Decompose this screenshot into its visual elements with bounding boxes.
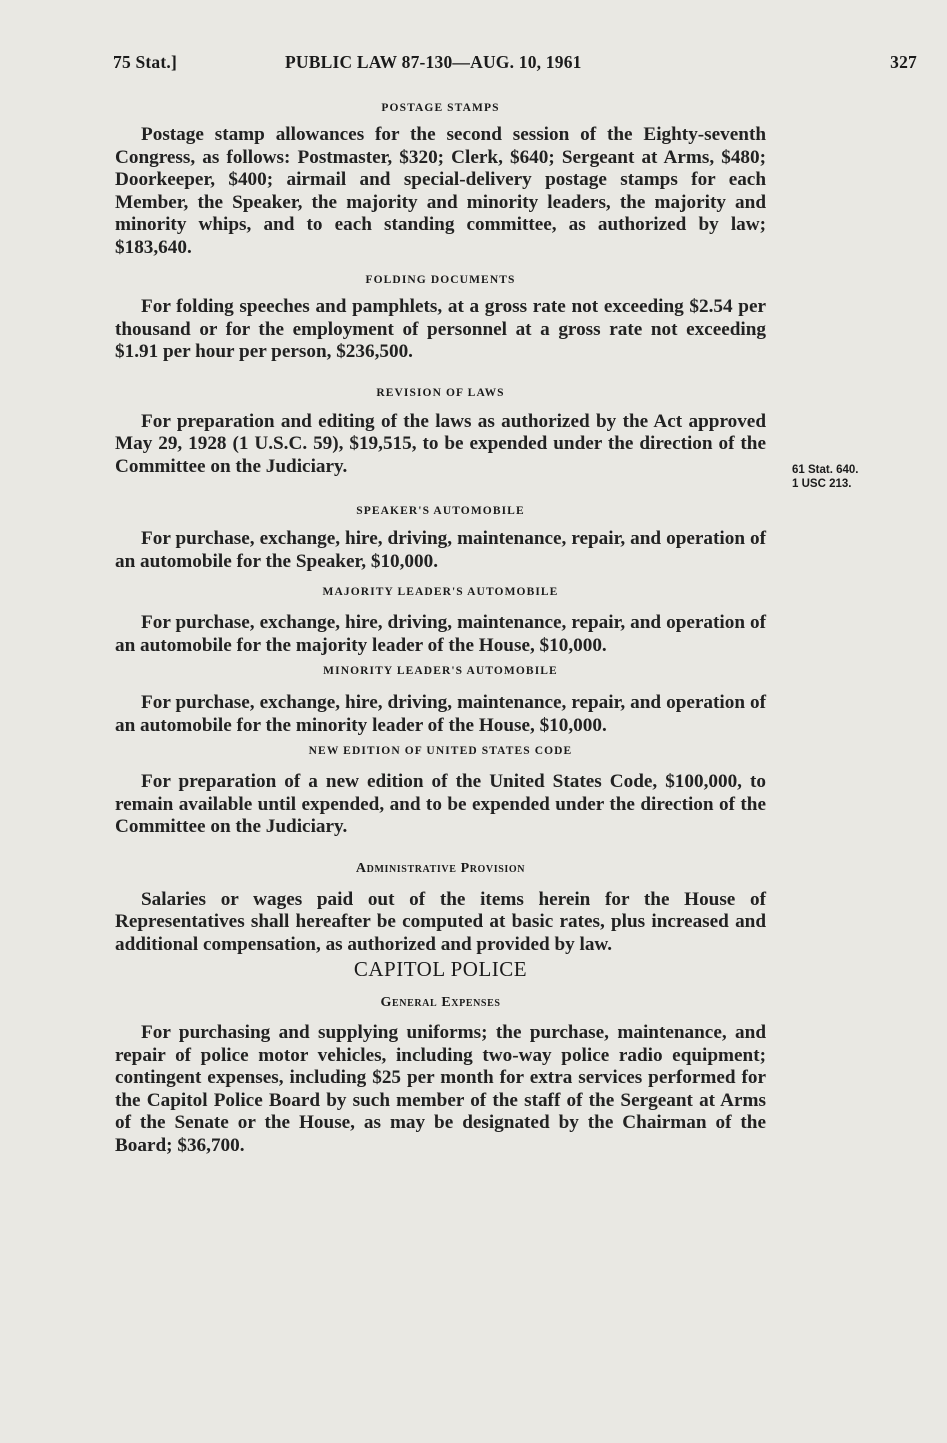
section-heading: MAJORITY LEADER'S AUTOMOBILE bbox=[322, 586, 559, 598]
statute-reference: 75 Stat.] bbox=[113, 52, 178, 72]
section-heading: Administrative Provision bbox=[355, 860, 526, 876]
section-paragraph: For purchase, exchange, hire, driving, maintenance, repair, and operation of an automobile for the majority leader of the House, $10,000. bbox=[115, 612, 766, 656]
section-capitol-police bbox=[115, 956, 766, 1157]
section-paragraph: For purchasing and supplying uniforms; the purchase, maintenance, and repair of police motor vehicles, including two-way police radio equipment; contingent expenses, including $25 per month for extra services performed for the Capitol Police Board by such member of the staff of the Sergeant at Arms of the Senate or the House, as may be designated by the Chairman of the Board; $36,700. bbox=[115, 1022, 766, 1156]
page-number: 327 bbox=[890, 52, 917, 72]
section-heading: SPEAKER'S AUTOMOBILE bbox=[356, 505, 525, 517]
section-folding-documents bbox=[115, 271, 766, 364]
section-new-edition-us-code bbox=[115, 742, 766, 839]
section-paragraph: For folding speeches and pamphlets, at a gross rate not exceeding $2.54 per thousand or for the employment of personnel at a gross rate not exceeding $1.91 per hour per person, $236,500. bbox=[115, 296, 766, 362]
running-head bbox=[113, 52, 917, 82]
section-revision-of-laws bbox=[115, 384, 766, 479]
section-speakers-automobile bbox=[115, 502, 766, 573]
section-paragraph: Salaries or wages paid out of the items herein for the House of Representatives shall hereafter be computed at basic rates, plus increased and additional compensation, as authorized and provided by law. bbox=[115, 888, 766, 955]
margin-citation-line: 61 Stat. 640. bbox=[792, 464, 859, 476]
section-paragraph: For preparation of a new edition of the United States Code, $100,000, to remain available until expended, and to be expended under the direction of the Committee on the Judiciary. bbox=[115, 771, 766, 837]
section-administrative-provision bbox=[115, 860, 766, 957]
section-heading: FOLDING DOCUMENTS bbox=[365, 274, 516, 286]
margin-citation-line: 1 USC 213. bbox=[792, 478, 852, 490]
major-heading: CAPITOL POLICE bbox=[353, 957, 528, 981]
margin-citation bbox=[792, 463, 858, 491]
main-column bbox=[115, 99, 766, 1157]
section-heading: POSTAGE STAMPS bbox=[381, 102, 500, 114]
section-heading: MINORITY LEADER'S AUTOMOBILE bbox=[323, 665, 558, 677]
section-minority-leaders-automobile bbox=[115, 662, 766, 737]
section-paragraph: For purchase, exchange, hire, driving, maintenance, repair, and operation of an automobile for the Speaker, $10,000. bbox=[115, 528, 766, 572]
section-paragraph: Postage stamp allowances for the second session of the Eighty-seventh Congress, as follows: Postmaster, $320; Clerk, $640; Sergeant at Arms, $480; Doorkeeper, $400; airmail and special-delivery postage stamps for each Member, the Speaker, the majority and minority leaders, the majority and minority whips, and to each standing committee, as authorized by law; $183,640. bbox=[115, 124, 766, 258]
section-majority-leaders-automobile bbox=[115, 583, 766, 657]
section-paragraph: For preparation and editing of the laws as authorized by the Act approved May 29, 1928 (1 U.S.C. 59), $19,515, to be expended under the direction of the Committee on the Judiciary. bbox=[115, 410, 766, 477]
law-title: PUBLIC LAW 87-130—AUG. 10, 1961 bbox=[285, 52, 582, 72]
section-paragraph: For purchase, exchange, hire, driving, maintenance, repair, and operation of an automobile for the minority leader of the House, $10,000. bbox=[115, 692, 766, 736]
section-postage-stamps bbox=[115, 99, 766, 259]
section-heading: REVISION OF LAWS bbox=[376, 386, 505, 399]
section-heading: General Expenses bbox=[380, 995, 501, 1010]
section-heading: NEW EDITION OF UNITED STATES CODE bbox=[308, 745, 573, 757]
